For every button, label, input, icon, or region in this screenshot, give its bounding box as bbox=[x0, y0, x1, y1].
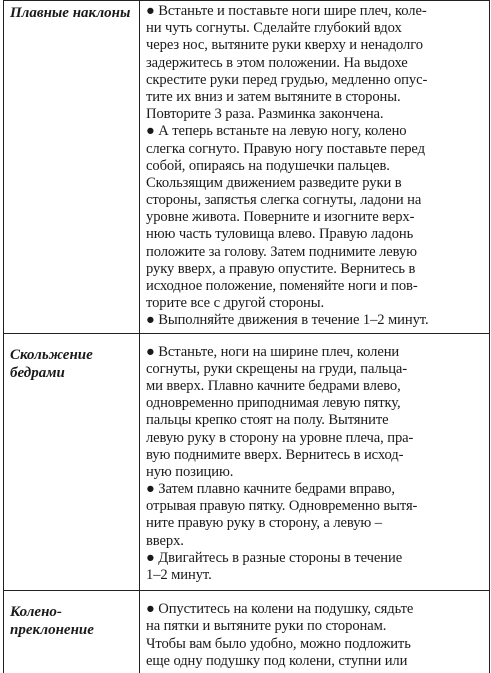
exercise-name-cell bbox=[4, 333, 140, 591]
description-line: вверх. bbox=[146, 532, 184, 549]
table-row bbox=[4, 591, 490, 673]
description-line: вую поднимите вверх. Вернитесь в исход- bbox=[146, 446, 404, 463]
exercise-description-cell bbox=[140, 1, 490, 334]
description-line: через нос, вытяните руки кверху и ненадолго bbox=[146, 37, 423, 54]
description-line: исходное положение, поменяйте ноги и пов- bbox=[146, 278, 418, 294]
description-line: Чтобы вам было удобно, можно подложить bbox=[146, 635, 411, 652]
description-line: одновременно приподнимая левую пятку, bbox=[146, 395, 401, 412]
description-line: еще одну подушку под колени, ступни или bbox=[146, 652, 408, 669]
description-line: собой, опираясь на подушечки пальцев. bbox=[146, 157, 390, 174]
description-line: тите их вниз и затем вытяните в стороны. bbox=[146, 88, 401, 105]
description-line: торите все с другой стороны. bbox=[146, 295, 325, 312]
table-row bbox=[4, 333, 490, 591]
description-line: левую руку в сторону на уровне плеча, пра- bbox=[146, 429, 414, 446]
exercise-name: Плавные наклоны bbox=[10, 5, 131, 21]
description-line: отрывая правую пятку. Одновременно вытя- bbox=[146, 498, 418, 515]
description-line: ● Затем плавно качните бедрами вправо, bbox=[146, 481, 395, 498]
exercise-name-cell bbox=[4, 591, 140, 673]
exercise-name: Колено- преклонение bbox=[10, 604, 94, 639]
description-line: ную позицию. bbox=[146, 463, 234, 480]
description-line: ● А теперь встаньте на левую ногу, колено bbox=[146, 123, 407, 140]
table-row bbox=[4, 1, 490, 334]
description-line: Скользящим движением разведите руки в bbox=[146, 174, 402, 191]
exercise-name-cell bbox=[4, 1, 140, 334]
exercise-description bbox=[140, 334, 489, 591]
description-line: ● Встаньте, ноги на ширине плеч, колени bbox=[146, 343, 400, 360]
description-line: ● Встаньте и поставьте ноги шире плеч, коле- bbox=[146, 3, 427, 19]
exercise-table bbox=[3, 0, 490, 673]
description-line: ните правую руку в сторону, а левую – bbox=[146, 515, 382, 532]
exercise-description bbox=[140, 1, 489, 333]
description-line: задержитесь в этом положении. На выдохе bbox=[146, 54, 408, 71]
exercise-description-cell bbox=[140, 591, 490, 673]
description-line: 1–2 минут. bbox=[146, 567, 212, 583]
description-line: стороны, запястья слегка согнуты, ладони на bbox=[146, 192, 422, 209]
description-line: ни чуть согнуты. Сделайте глубокий вдох bbox=[146, 20, 402, 37]
exercise-name: Скольжение бедрами bbox=[10, 346, 93, 381]
description-line: на пятки и вытяните руки по сторонам. bbox=[146, 618, 387, 635]
description-line: уровне живота. Поверните и изогните верх- bbox=[146, 209, 415, 226]
description-line: нюю часть туловища влево. Правую ладонь bbox=[146, 226, 414, 243]
description-line: ● Двигайтесь в разные стороны в течение bbox=[146, 549, 403, 566]
description-line: ми вверх. Плавно качните бедрами влево, bbox=[146, 377, 401, 394]
exercise-description-cell bbox=[140, 333, 490, 591]
description-line: положите за голову. Затем поднимите левую bbox=[146, 243, 417, 260]
exercise-description bbox=[140, 591, 489, 673]
description-line: Повторите 3 раза. Разминка закончена. bbox=[146, 106, 384, 123]
description-line: руку вверх, а правую опустите. Вернитесь в bbox=[146, 260, 416, 277]
description-line: пальцы крепко стоят на полу. Вытяните bbox=[146, 412, 389, 429]
description-line: скрестите руки перед грудью, медленно опус- bbox=[146, 71, 428, 88]
description-line: ● Выполняйте движения в течение 1–2 минут. bbox=[146, 312, 429, 329]
description-line: согнуты, руки скрещены на груди, пальца- bbox=[146, 360, 408, 377]
description-line: слегка согнуто. Правую ногу поставьте перед bbox=[146, 140, 425, 157]
description-line: ● Опуститесь на колени на подушку, сядьте bbox=[146, 601, 414, 618]
